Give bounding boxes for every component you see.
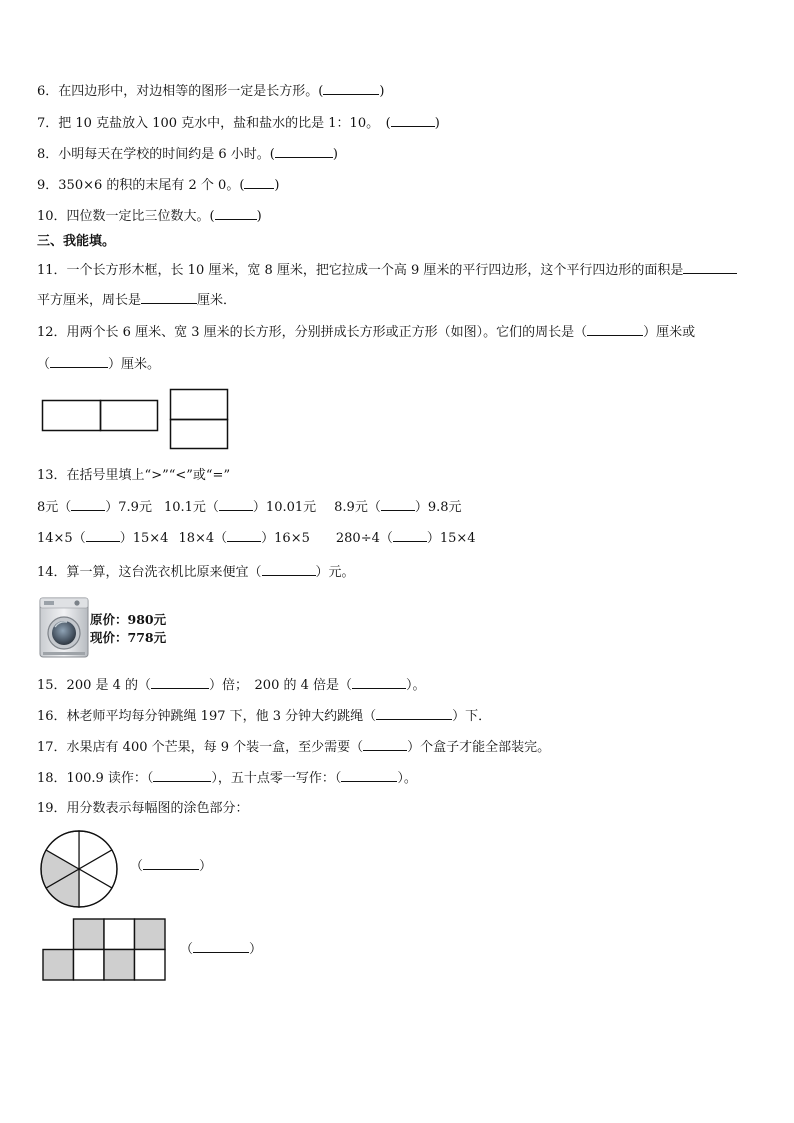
question-12-line-2: （ ）厘米。: [37, 357, 161, 372]
answer-blank-6[interactable]: [323, 83, 379, 95]
question-7: 7．把 10 克盐放入 100 克水中，盐和盐水的比是 1：10。 ( ): [37, 116, 440, 131]
answer-blank-16[interactable]: [376, 708, 452, 720]
shaded-cell: [74, 919, 105, 950]
compare-blank-3[interactable]: [381, 499, 415, 511]
combined-rectangle-left-half: [43, 401, 101, 431]
compare-blank-4[interactable]: [86, 530, 120, 542]
question-9: 9．350×6 的积的末尾有 2 个 0。( ): [37, 178, 280, 193]
answer-blank-11b[interactable]: [141, 292, 197, 304]
question-12-line-1: 12．用两个长 6 厘米、宽 3 厘米的长方形，分别拼成长方形或正方形（如图）。它们的周长是（ ）厘米或: [37, 325, 696, 340]
shaded-cell: [43, 950, 74, 981]
question-17: 17．水果店有 400 个芒果，每 9 个装一盒，至少需要（ ）个盒子才能全部装完。: [37, 740, 551, 755]
blank-cell: [135, 950, 166, 981]
question-10: 10．四位数一定比三位数大。( ): [37, 209, 262, 224]
washing-machine-image: [39, 597, 89, 658]
fraction-grid: [42, 918, 170, 980]
answer-blank-15a[interactable]: [151, 677, 209, 689]
question-13-row-1: 8元（ ）7.9元 10.1元（ ）10.01元 8.9元（ ）9.8元: [37, 500, 462, 515]
compare-blank-1[interactable]: [71, 499, 105, 511]
answer-blank-9[interactable]: [244, 177, 274, 189]
blank-cell: [104, 919, 135, 950]
question-19-answer-2: （ ）: [180, 942, 263, 957]
answer-blank-17[interactable]: [363, 739, 407, 751]
answer-blank-18a[interactable]: [153, 770, 211, 782]
question-8: 8．小明每天在学校的时间约是 6 小时。( ): [37, 147, 338, 162]
question-13-row-2: 14×5（ ）15×4 18×4（ ）16×5 280÷4（ ）15×4: [37, 531, 476, 546]
question-13-title: 13．在括号里填上“>”“<”或“=”: [37, 468, 231, 483]
answer-blank-10[interactable]: [215, 208, 257, 220]
compare-blank-2[interactable]: [219, 499, 253, 511]
square-bottom-half: [171, 420, 228, 449]
fraction-circle: [40, 830, 120, 910]
compare-blank-5[interactable]: [227, 530, 261, 542]
shaded-cell: [104, 950, 135, 981]
grid-cells: [43, 919, 165, 980]
blank-cell: [74, 950, 105, 981]
answer-blank-7[interactable]: [391, 115, 435, 127]
answer-blank-19a[interactable]: [143, 858, 199, 870]
question-19-answer-1: （ ）: [130, 859, 213, 874]
question-18: 18．100.9 读作：（ ），五十点零一写作：（ ）。: [37, 771, 417, 786]
combined-rectangle-right-half: [101, 401, 158, 431]
original-price: 原价：980元: [90, 612, 167, 627]
question-15: 15．200 是 4 的（ ）倍； 200 的 4 倍是（ ）。: [37, 678, 426, 693]
shaded-cell: [135, 919, 166, 950]
answer-blank-11a[interactable]: [683, 262, 737, 274]
question-6: 6．在四边形中，对边相等的图形一定是长方形。( ): [37, 84, 385, 99]
answer-blank-19b[interactable]: [193, 941, 249, 953]
question-19-title: 19．用分数表示每幅图的涂色部分：: [37, 801, 249, 816]
compare-blank-6[interactable]: [393, 530, 427, 542]
answer-blank-8[interactable]: [275, 146, 333, 158]
current-price: 现价：778元: [90, 630, 167, 645]
square-top-half: [171, 390, 228, 420]
answer-blank-14[interactable]: [262, 564, 316, 576]
question-11-line-2: 平方厘米，周长是 厘米．: [37, 293, 237, 308]
answer-blank-12a[interactable]: [587, 324, 643, 336]
section-3-heading: 三、我能填。: [37, 234, 116, 249]
question-11-line-1: 11．一个长方形木框，长 10 厘米，宽 8 厘米，把它拉成一个高 9 厘米的平行四边形，这个平行四边形的面积是: [37, 262, 737, 279]
answer-blank-15b[interactable]: [352, 677, 406, 689]
question-14: 14．算一算，这台洗衣机比原来便宜（ ）元。: [37, 565, 355, 580]
answer-blank-12b[interactable]: [50, 356, 108, 368]
answer-blank-18b[interactable]: [341, 770, 397, 782]
q12-figure: [42, 388, 232, 452]
question-16: 16．林老师平均每分钟跳绳 197 下，他 3 分钟大约跳绳（ ）下．: [37, 709, 492, 724]
